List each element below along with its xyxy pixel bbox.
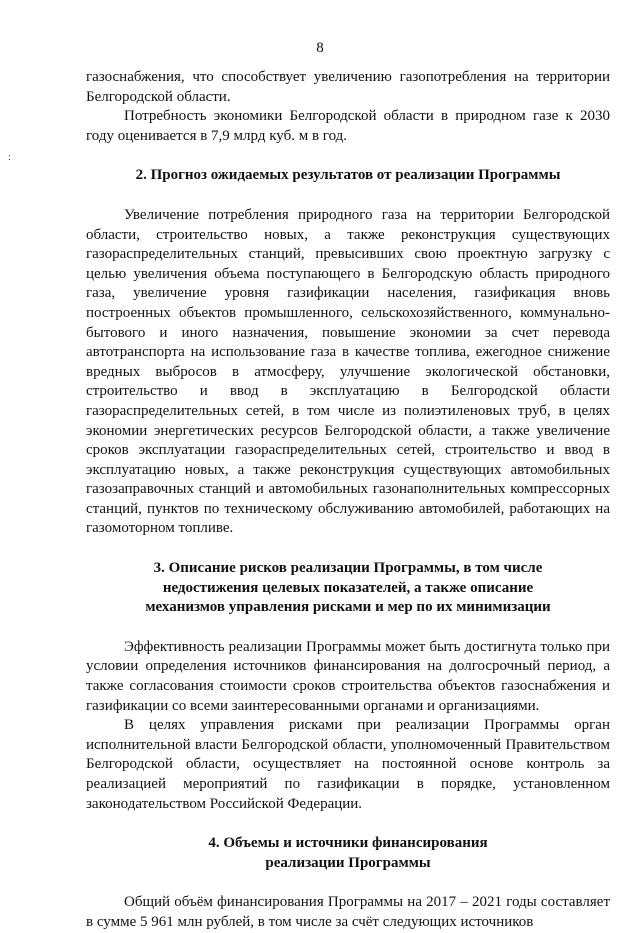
page-number: 8: [316, 40, 324, 56]
paragraph-expected-results: Увеличение потребления природного газа на территории Белгородской области, строительство новых, а также реконструкция существующих газораспределительных станций, превысивших свою проектную загрузку с целью увеличения объема поступающего в Белгородскую область природного газа, увеличение уровня газификации населения, газификация вновь построенных объектов промышленного, сельскохозяйственного, коммунально-бытового и иного назначения, повышение экономии за счет перевода автотранспорта на использование газа в качестве топлива, ежегодное снижение вредных выбросов в атмосферу, улучшение экологической обстановки, строительство и ввод в эксплуатацию в Белгородской области газораспределительных сетей, в том числе из полиэтиленовых труб, в целях экономии энергетических ресурсов Белгородской области, а также увеличение сроков эксплуатации газораспределительных сетей, строительство и ввод в эксплуатацию новых, а также реконструкция существующих автомобильных газозаправочных станций и автомобильных газонаполнительных компрессорных станций, пунктов по техническому обслуживанию автомобилей, работающих на газомоторном топливе.: [86, 206, 610, 537]
section-4-heading-line-1: 4. Объемы и источники финансирования: [208, 835, 488, 852]
paragraph-risk-management: В целях управления рисками при реализации Программы орган исполнительной власти Белгородской области, уполномоченный Правительством Белгородской области, осуществляет на постоянной основе контроль за реализацией мероприятий по газификации в порядке, установленном законодательством Российской Федерации.: [86, 717, 610, 812]
paragraph-effectiveness: Эффективность реализации Программы может быть достигнута только при условии определения источников финансирования на долгосрочный период, а также согласования стоимости сроков строительства объектов газоснабжения и газификации со всеми заинтересованными органами и организациями.: [86, 638, 610, 714]
section-3-heading-line-3: механизмов управления рисками и мер по их минимизации: [145, 599, 551, 616]
paragraph-gas-demand: Потребность экономики Белгородской области в природном газе к 2030 году оценивается в 7,9 млрд куб. м в год.: [86, 108, 610, 144]
section-3-heading: [86, 559, 610, 618]
margin-mark: :: [8, 152, 11, 163]
section-4-heading-line-2: реализации Программы: [265, 854, 431, 871]
section-4-heading: [86, 834, 610, 873]
section-3-heading-line-1: 3. Описание рисков реализации Программы, в том числе: [153, 560, 543, 577]
section-2-heading: 2. Прогноз ожидаемых результатов от реализации Программы: [135, 167, 561, 184]
paragraph-financing: Общий объём финансирования Программы на 2017 – 2021 годы составляет в сумме 5 961 млн рублей, в том числе за счёт следующих источников: [86, 894, 610, 930]
section-3-heading-line-2: недостижения целевых показателей, а также описание: [162, 579, 534, 596]
paragraph-intro-continued: газоснабжения, что способствует увеличению газопотребления на территории Белгородской области.: [86, 69, 610, 105]
page-content: [86, 68, 610, 933]
